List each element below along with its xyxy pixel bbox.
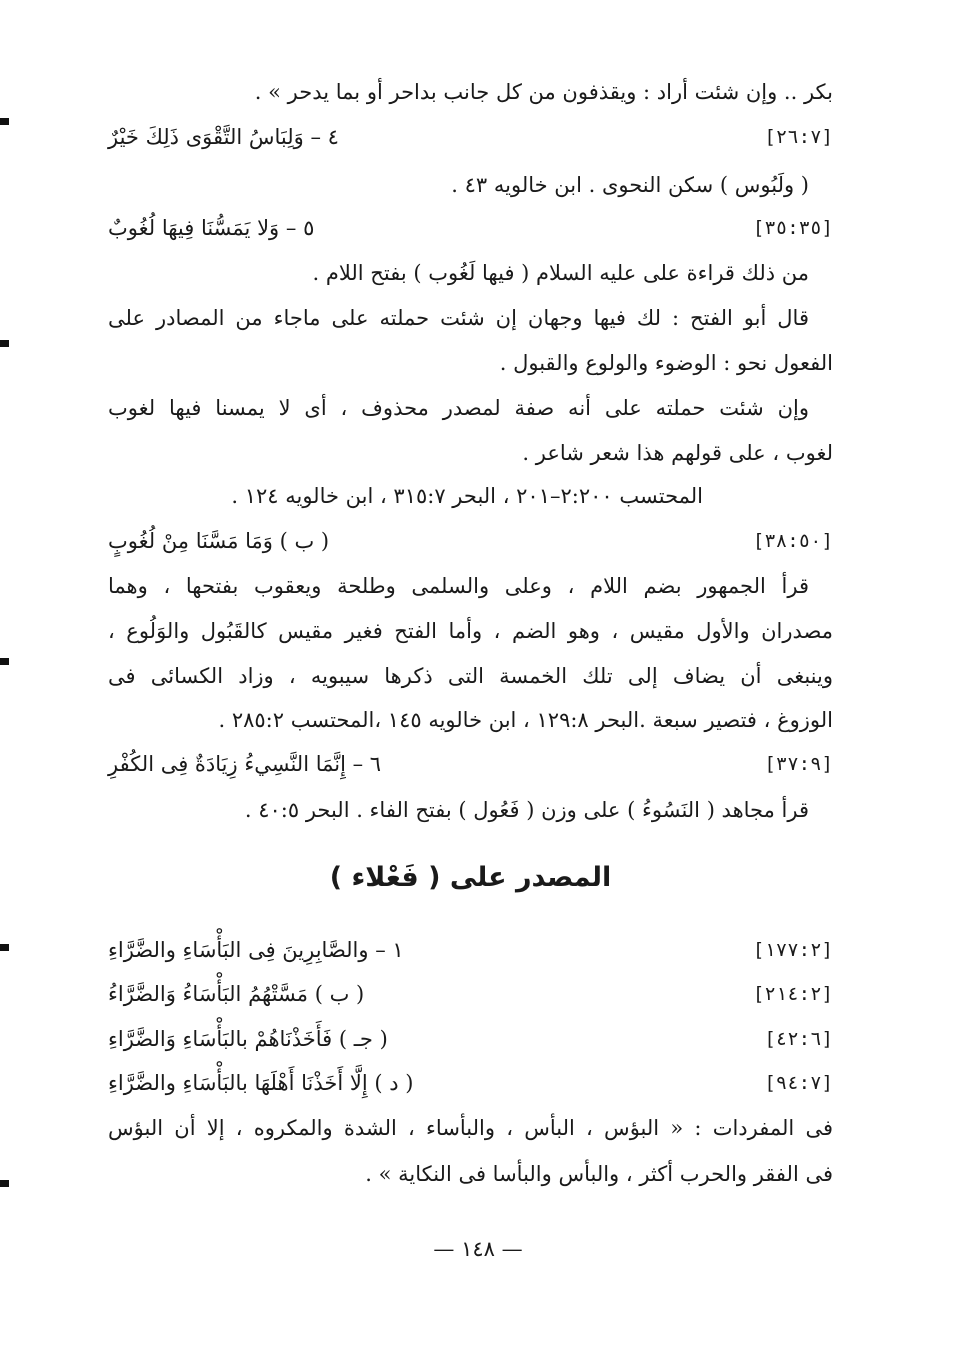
text-line: ( ولَبُوس ) سكن النحوى . ابن خالويه ٤٣ .	[451, 173, 809, 197]
text-line: لغوب ، على قولهم هذا شعر شاعر .	[522, 441, 833, 465]
verse-line	[108, 1024, 833, 1054]
page-number: — ١٤٨ —	[433, 1237, 523, 1261]
margin-mark	[0, 118, 9, 125]
text-line: بكر .. وإن شئت أراد : ويقذفون من كل جانب بداحر أو بما يدحر » .	[254, 80, 833, 104]
verse-line	[108, 1068, 833, 1098]
verse-text: ٦ – إِنَّمَا النَّسِيءُ زِيَادَةٌ فِى الكُفْرِ	[108, 752, 382, 776]
verse-reference: [٣٧:٩]	[764, 753, 833, 775]
text-line: مصدران والأول مقيس ، وهو الضم ، وأما الفتح فغير مقيس كالقَبُول والوَلُوع ،	[108, 619, 833, 643]
margin-mark	[0, 944, 9, 951]
verse-text: ( ب ) مَسَّتْهُمُ البَأْسَاءُ وَالضَّرَّاءُ	[108, 982, 365, 1006]
text-line: الفعول نحو : الوضوء والولوع والقبول .	[499, 351, 833, 375]
verse-reference: [٩٤:٧]	[764, 1072, 833, 1094]
text-line: وينبغى أن يضاف إلى تلك الخمسة التى ذكرها سيبويه ، وزاد الكسائى فى	[108, 664, 833, 688]
verse-text: ٤ – وَلِبَاسُ التَّقْوَى ذَلِكَ خَيْرٌ	[108, 125, 339, 149]
verse-reference: [٢١٤:٢]	[752, 983, 833, 1005]
verse-line	[108, 749, 833, 779]
verse-text: ١ – والصَّابِرِينَ فِى البَأْسَاءِ والضَّرَّاءِ	[108, 938, 404, 962]
verse-reference: [٣٥:٣٥]	[752, 217, 833, 239]
text-line: الوزوغ ، فتصير سبعة .البحر ١٢٩:٨ ، ابن خالويه ١٤٥ ،المحتسب ٢٨٥:٢ .	[218, 708, 833, 732]
margin-mark	[0, 658, 9, 665]
verse-text: ( جـ ) فَأَخَذْنَاهُمْ بالبَأْسَاءِ وَالضَّرَّاءِ	[108, 1027, 388, 1051]
verse-reference: [٤٢:٦]	[764, 1028, 833, 1050]
verse-text: ( ب ) وَمَا مَسَّنَا مِنْ لُغُوبٍ	[108, 529, 330, 553]
text-line: فى الفقر والحرب أكثر ، والبأس والبأسا فى النكاية » .	[365, 1162, 833, 1186]
citation-line: المحتسب ٢:٢٠٠–٢٠١ ، البحر ٣١٥:٧ ، ابن خالويه ١٢٤ .	[231, 484, 703, 508]
verse-line	[108, 213, 833, 243]
verse-reference: [٢٦:٧]	[764, 126, 833, 148]
text-line: وإن شئت حملته على أنه صفة لمصدر محذوف ، أى لا يمسنا فيها لغوب	[108, 396, 809, 420]
verse-line	[108, 122, 833, 152]
text-line: قرأ الجمهور بضم اللام ، وعلى والسلمى وطلحة ويعقوب بفتحها ، وهما	[108, 574, 809, 598]
verse-text: ( د ) إِلَّا أَخَذْنَا أَهْلَهَا بالبَأْسَاءِ والضَّرَّاءِ	[108, 1071, 414, 1095]
text-line: من ذلك قراءة على عليه السلام ( فيها لَغُوب ) بفتح اللام .	[312, 261, 809, 285]
verse-reference: [١٧٧:٢]	[752, 939, 833, 961]
text-line: قال أبو الفتح : لك فيها وجهان إن شئت حملته على ماجاء من المصادر على	[108, 306, 809, 330]
text-line: قرأ مجاهد ( النَسُوءُ ) على وزن ( فَعُول ) بفتح الفاء . البحر ٤٠:٥ .	[244, 798, 809, 822]
verse-line	[108, 526, 833, 556]
verse-text: ٥ – وَلا يَمَسُّنَا فِيهَا لُغُوبٌ	[108, 216, 315, 240]
section-heading: المصدر على ( فَعْلاء )	[329, 862, 612, 893]
margin-mark	[0, 340, 9, 347]
verse-reference: [٣٨:٥٠]	[752, 530, 833, 552]
verse-line	[108, 935, 833, 965]
text-line: فى المفردات : « البؤس ، البأس ، والبأساء ، الشدة والمكروه ، إلا أن البؤس	[108, 1116, 833, 1140]
margin-mark	[0, 1180, 9, 1187]
verse-line	[108, 979, 833, 1009]
